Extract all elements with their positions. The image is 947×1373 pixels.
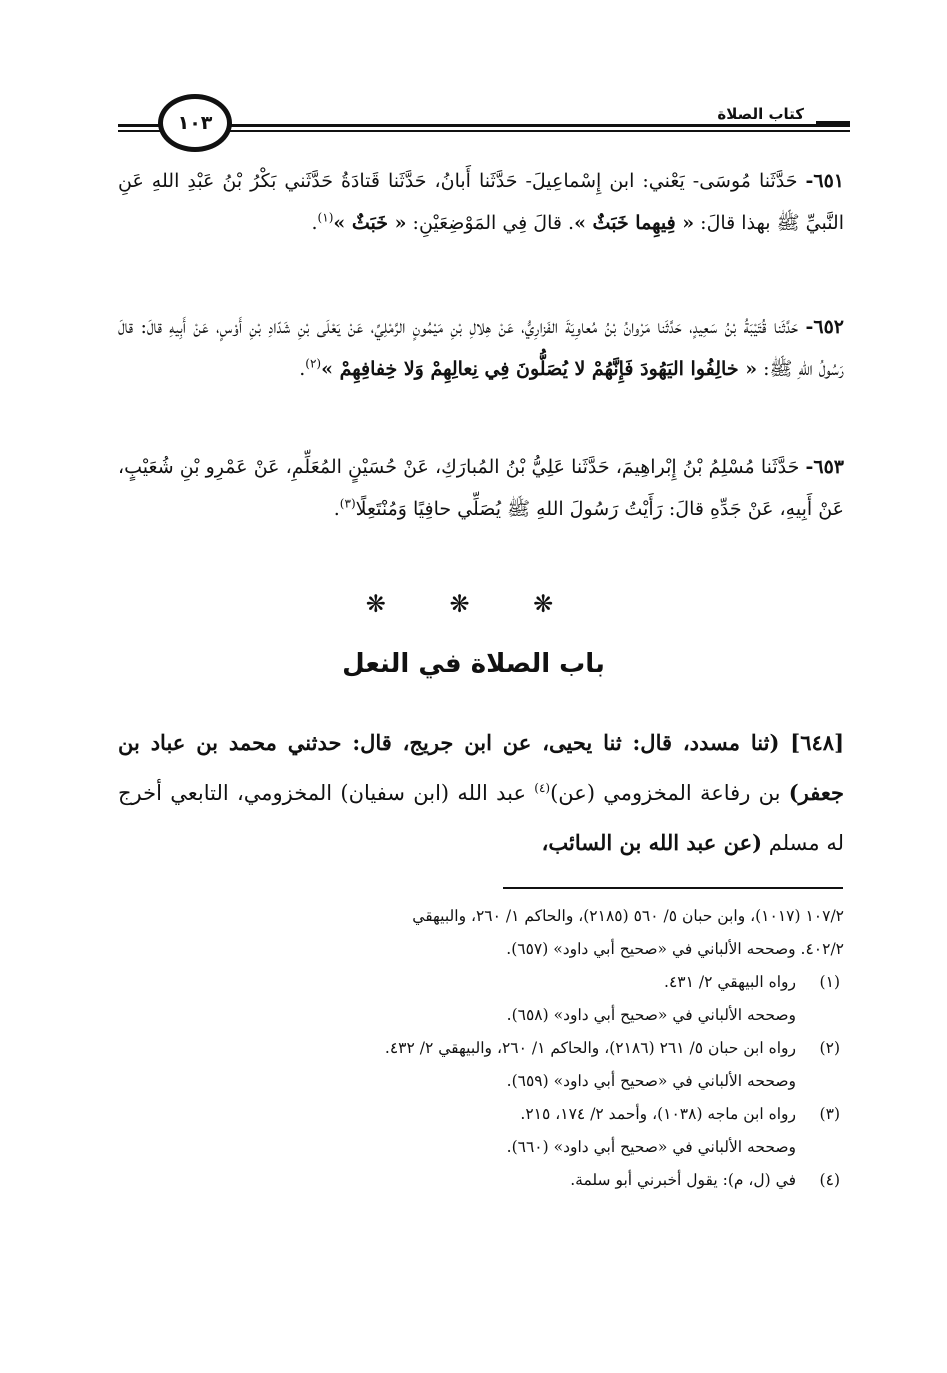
- section-ornaments: ❋ ❋ ❋: [365, 590, 582, 618]
- page-header: [118, 88, 850, 152]
- hadith-quote: « خالِفُوا اليَهُودَ فَإِنَّهُمْ لا يُصَلُّونَ فِي نِعالِهِمْ وَلا خِفافِهِمْ »: [321, 358, 758, 380]
- footnote-line: وصححه الألباني في «صحيح أبي داود» (٦٥٨).: [506, 1006, 796, 1024]
- hadith-651: [118, 160, 844, 244]
- footnote-line: رواه ابن ماجه (١٠٣٨)، وأحمد ٢/ ١٧٤، ٢١٥.: [520, 1105, 796, 1123]
- footnote-line: رواه ابن حبان ٥/ ٢٦١ (٢١٨٦)، والحاكم ١/ ٢٦٠، والبيهقي ٢/ ٤٣٢.: [384, 1039, 796, 1057]
- footnotes: [118, 900, 844, 1197]
- commentary-bold: [٦٤٨] (ثنا مسدد، قال: ثنا يحيى، عن ابن جريج، قال: حدثني محمد بن عباد بن جعفر): [118, 730, 845, 805]
- hadith-652: [118, 306, 844, 390]
- footnote-continuation: [118, 900, 844, 966]
- footnote-ref: (١): [317, 210, 334, 225]
- footnote-ref: (٣): [339, 496, 356, 511]
- commentary-text: [118, 718, 844, 868]
- hadith-text: . قالَ فِي المَوْضِعَيْنِ:: [406, 212, 575, 234]
- hadith-text: .: [333, 498, 340, 520]
- footnote-line: في (ل، م): يقول أخبرني أبو سلمة.: [570, 1171, 796, 1189]
- footnote-2: [118, 1032, 844, 1098]
- hadith-text: .: [311, 212, 318, 234]
- hadith-653: [118, 446, 844, 530]
- running-title: كتاب الصلاة: [711, 104, 810, 124]
- hadith-number: ٦٥٢-: [805, 316, 844, 338]
- hadith-text: .: [299, 358, 306, 380]
- hadith-text: حَدَّثَنا مُسْلِمُ بْنُ إِبْراهِيمَ، حَدَّثَنا عَلِيُّ بْنُ المُبارَكِ، عَنْ حُسَيْنٍ المُعَلِّمِ، عَنْ عَمْرِو بْنِ شُعَيْبٍ، عَنْ أَبِيهِ، عَنْ جَدِّهِ قالَ: رَأَيْتُ رَسُولَ اللهِ ﷺ يُصَلِّي حافِيًا وَمُنْتَعِلًا: [118, 456, 844, 520]
- footnote-1: [118, 966, 844, 1032]
- hadith-text: حَدَّثَنا مُوسَى- يَعْني: ابن إِسْماعِيلَ- حَدَّثَنا أَبانُ، حَدَّثَنا قَتادَةُ حَدَّثَني بَكْرُ بْنُ عَبْدِ اللهِ عَنِ النَّبيِّ ﷺ بهذا قالَ:: [118, 170, 844, 234]
- footnote-separator: [503, 887, 843, 889]
- footnote-label: (٣): [819, 1105, 840, 1123]
- footnote-line: ١٠٧/٢ (١٠١٧)، وابن حبان ٥/ ٥٦٠ (٢١٨٥)، والحاكم ١/ ٢٦٠، والبيهقي: [412, 907, 844, 925]
- page-number: [158, 94, 232, 152]
- footnote-3: [118, 1098, 844, 1164]
- commentary-plain: بن رفاعة المخزومي (عن): [550, 781, 789, 805]
- footnote-line: وصححه الألباني في «صحيح أبي داود» (٦٥٩).: [506, 1072, 796, 1090]
- footnote-4: [118, 1164, 844, 1197]
- footnote-label: (١): [819, 973, 840, 991]
- header-cap-rule: [816, 121, 850, 124]
- footnote-line: وصححه الألباني في «صحيح أبي داود» (٦٦٠).: [506, 1138, 796, 1156]
- hadith-quote: « فِيهِما خَبَثٌ »: [574, 212, 695, 234]
- hadith-number: ٦٥١-: [805, 170, 844, 192]
- footnote-label: (٤): [819, 1171, 840, 1189]
- commentary-plain: عبد الله (ابن سفيان) المخزومي، التابعي أخرج له مسلم: [118, 781, 844, 855]
- commentary-bold: (عن عبد الله بن السائب،: [541, 830, 763, 855]
- page-number-text: ١٠٣: [177, 112, 213, 134]
- hadith-text: حَدَّثَنا قُتَيْبَةُ بْنُ سَعِيدٍ، حَدَّثَنا مَرْوانُ بْنُ مُعاوِيَةَ الفَزارِيُّ، عَنْ هِلالِ بْنِ مَيْمُونٍ الرَّمْلِيِّ، عَنْ يَعْلَى بْنِ شَدّادِ بْنِ أَوْسٍ، عَنْ أَبِيهِ قالَ: قالَ رَسُولُ اللهِ ﷺ:: [118, 316, 844, 380]
- footnote-line: رواه البيهقي ٢/ ٤٣١.: [664, 973, 796, 991]
- footnote-label: (٢): [819, 1039, 840, 1057]
- footnote-ref: (٤): [534, 781, 551, 795]
- footnote-line: ٤٠٢/٢. وصححه الألباني في «صحيح أبي داود» (٦٥٧).: [506, 940, 844, 958]
- chapter-title: باب الصلاة في النعل: [342, 649, 605, 679]
- hadith-number: ٦٥٣-: [805, 456, 844, 478]
- footnote-ref: (٢): [305, 356, 322, 371]
- hadith-quote: « خَبَثٌ »: [333, 212, 407, 234]
